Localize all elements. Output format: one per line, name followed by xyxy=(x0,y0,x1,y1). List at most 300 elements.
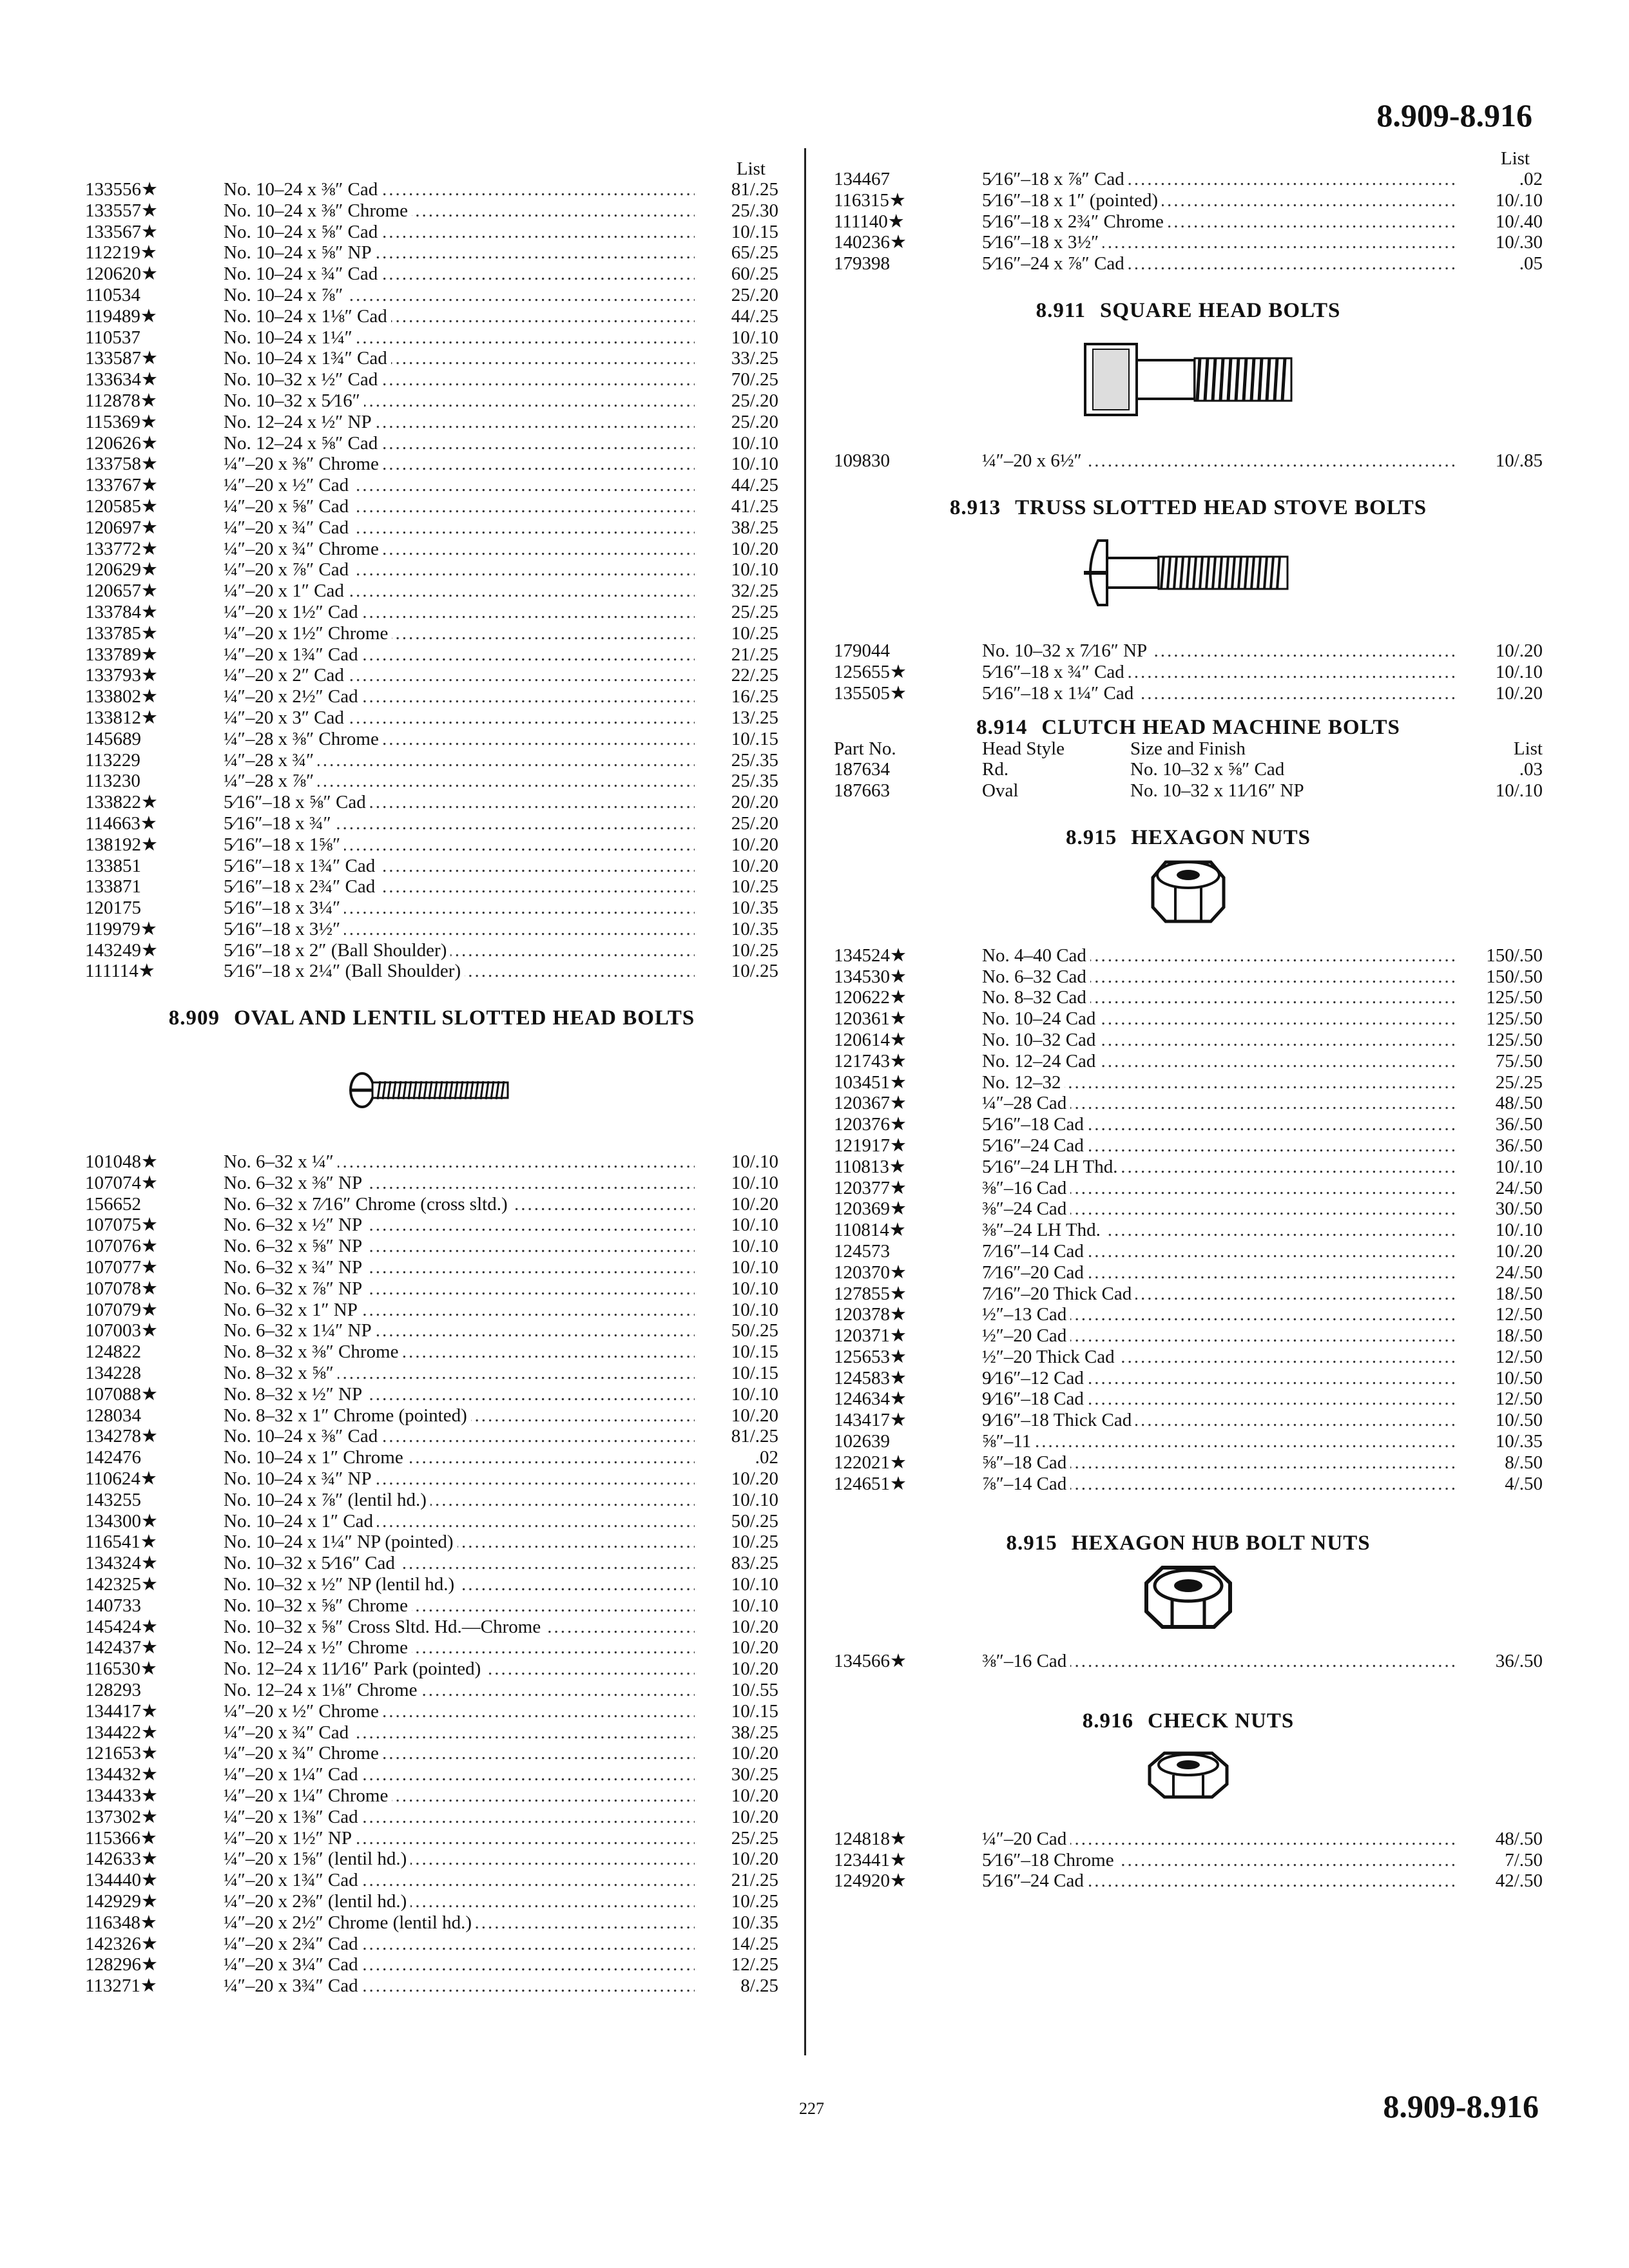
item-description xyxy=(224,1320,695,1341)
part-number: 113271★ xyxy=(85,1975,157,1997)
description-text: ½″–20 Cad xyxy=(982,1325,1070,1346)
item-description xyxy=(224,792,695,813)
description-text: No. 6–32 x 1″ NP xyxy=(224,1300,361,1320)
list-price: 18/.50 xyxy=(1495,1325,1543,1347)
list-item xyxy=(834,1157,1543,1178)
list-price: 10/.20 xyxy=(731,1193,778,1215)
item-description xyxy=(224,1151,695,1173)
description-text: 5⁄16″–18 x 1⅝″ xyxy=(224,834,344,855)
list-price: 10/.10 xyxy=(1495,780,1543,802)
list-item xyxy=(834,1030,1543,1051)
list-price: 42/.50 xyxy=(1495,1870,1543,1892)
part-number: 112878★ xyxy=(85,390,157,411)
section-number: 8.915 xyxy=(1065,825,1117,849)
list-price: 70/.25 xyxy=(731,369,778,390)
list-price: 10/.10 xyxy=(731,1257,778,1278)
list-price: 24/.50 xyxy=(1495,1177,1543,1198)
list-price: 10/.20 xyxy=(731,1743,778,1764)
list-price: 10/.35 xyxy=(731,1912,778,1933)
list-item xyxy=(85,813,778,834)
list-header: List xyxy=(736,159,766,179)
item-description xyxy=(982,253,1459,274)
part-number: 127855★ xyxy=(834,1283,907,1304)
list-price: 50/.25 xyxy=(731,1320,778,1341)
list-item xyxy=(85,961,778,982)
square-bolt-icon xyxy=(1079,331,1298,428)
description-text: 5⁄16″–18 x ¾″ Cad xyxy=(982,662,1128,682)
part-number: 134324★ xyxy=(85,1553,158,1574)
part-number: 128296★ xyxy=(85,1954,158,1975)
list-price: 10/.10 xyxy=(1495,1156,1543,1177)
item-description xyxy=(224,940,695,961)
item-description xyxy=(224,200,695,222)
description-text: No. 8–32 x ½″ NP xyxy=(224,1384,366,1405)
item-description xyxy=(982,450,1459,472)
list-item xyxy=(834,1262,1543,1283)
list-item xyxy=(85,1151,778,1173)
description-text: No. 6–32 x ½″ NP xyxy=(224,1215,366,1235)
list-item xyxy=(85,1574,778,1595)
description-text: No. 10–24 x ¾″ NP xyxy=(224,1468,376,1489)
section-number: 8.909 xyxy=(168,1006,220,1030)
item-description xyxy=(982,987,1459,1008)
list-item xyxy=(834,1283,1543,1305)
item-description xyxy=(224,729,695,750)
page-code-bottom: 8.909-8.916 xyxy=(1383,2088,1539,2124)
item-description xyxy=(224,559,695,581)
description-text: No. 10–32 x 5⁄16″ Cad xyxy=(224,1553,399,1573)
list-item xyxy=(834,1072,1543,1093)
description-text: No. 8–32 x ⅜″ Chrome xyxy=(224,1341,402,1362)
description-text: ¼″–20 x ¾″ Chrome xyxy=(224,539,383,559)
description-text: 7⁄16″–14 Cad xyxy=(982,1241,1088,1262)
list-price: 10/.10 xyxy=(731,1574,778,1595)
truss-head-bolt-illustration xyxy=(834,518,1543,628)
part-number: 179398 xyxy=(834,253,890,274)
list-item xyxy=(85,1278,778,1300)
part-number: 110534 xyxy=(85,284,140,305)
description-text: No. 6–32 x ¾″ NP xyxy=(224,1257,366,1278)
item-description xyxy=(224,348,695,369)
description-text: No. 12–32 xyxy=(982,1072,1065,1093)
list-item xyxy=(834,1051,1543,1072)
list-item xyxy=(85,834,778,856)
item-description xyxy=(224,454,695,475)
list-price: 10/.25 xyxy=(731,1890,778,1912)
item-description xyxy=(224,961,695,982)
list-price: 10/.35 xyxy=(1495,1431,1543,1452)
part-number: 134530★ xyxy=(834,966,907,987)
item-description xyxy=(224,1617,695,1638)
part-number: 120369★ xyxy=(834,1198,907,1220)
item-description xyxy=(224,1574,695,1595)
list-price: 10/.40 xyxy=(1495,211,1543,232)
item-description xyxy=(982,1072,1459,1093)
part-number: 124920★ xyxy=(834,1870,907,1892)
item-description xyxy=(224,1384,695,1405)
list-item xyxy=(85,1722,778,1744)
list-item xyxy=(834,1651,1543,1672)
part-number: 133758★ xyxy=(85,454,158,475)
item-description xyxy=(982,1829,1459,1850)
item-description xyxy=(224,222,695,243)
list-item xyxy=(85,1658,778,1680)
list-price: 36/.50 xyxy=(1495,1114,1543,1135)
description-text: ½″–13 Cad xyxy=(982,1304,1070,1325)
list-item xyxy=(85,1807,778,1828)
description-text: No. 10–32 x ⅝″ Chrome xyxy=(224,1595,412,1616)
list-price: 25/.35 xyxy=(731,771,778,792)
list-price: 10/.10 xyxy=(1495,1220,1543,1241)
list-price: 125/.50 xyxy=(1486,1008,1543,1030)
item-description xyxy=(982,1241,1459,1262)
description-text: 5⁄16″–18 x 3¼″ xyxy=(224,898,344,918)
left-top-list xyxy=(85,179,778,982)
part-number: 120585★ xyxy=(85,495,158,517)
description-text: 5⁄16″–24 x ⅞″ Cad xyxy=(982,253,1128,274)
item-description xyxy=(224,496,695,517)
description-text: ¼″–28 x ¾″ xyxy=(224,750,318,771)
item-description xyxy=(224,412,695,433)
description-text: 5⁄16″–18 x ¾″ xyxy=(224,813,335,834)
description-text: 5⁄16″–18 x ⅞″ Cad xyxy=(982,169,1128,189)
list-price: 44/.25 xyxy=(731,305,778,327)
description-text: ⅝″–11 xyxy=(982,1431,1035,1452)
list-price: 10/.20 xyxy=(731,1405,778,1426)
description-text: No. 10–32 x ½″ Cad xyxy=(224,369,381,390)
item-description xyxy=(224,1849,695,1870)
description-text: No. 10–24 x ¾″ Cad xyxy=(224,264,381,284)
section-heading: HEXAGON HUB BOLT NUTS xyxy=(1071,1532,1371,1555)
item-description xyxy=(224,390,695,412)
item-description xyxy=(224,1553,695,1574)
list-item xyxy=(85,539,778,560)
item-description xyxy=(982,1474,1459,1495)
section-number: 8.911 xyxy=(1036,298,1086,322)
part-number: 134228 xyxy=(85,1363,141,1384)
item-description xyxy=(982,683,1459,704)
col-list: List xyxy=(1513,738,1543,759)
list-item xyxy=(834,1198,1543,1220)
list-price: 10/.20 xyxy=(731,834,778,855)
section-8915b-list xyxy=(834,1651,1543,1672)
description-text: No. 8–32 x ⅝″ xyxy=(224,1363,338,1383)
part-number: 134433★ xyxy=(85,1785,158,1806)
item-description xyxy=(982,1283,1459,1305)
list-item xyxy=(85,264,778,285)
item-description xyxy=(224,1257,695,1278)
part-number: 134524★ xyxy=(834,945,907,966)
item-description xyxy=(224,1468,695,1490)
description-text: No. 10–32 Cad xyxy=(982,1030,1099,1050)
part-number: 121917★ xyxy=(834,1135,907,1156)
description-text: No. 6–32 x 7⁄16″ Chrome (cross sltd.) xyxy=(224,1194,512,1215)
list-item xyxy=(834,1135,1543,1157)
oval-head-bolt-illustration xyxy=(85,1029,778,1151)
description-text: No. 10–32 x ⅝″ Cross Sltd. Hd.—Chrome xyxy=(224,1617,545,1637)
list-item xyxy=(85,581,778,602)
part-number: 120367★ xyxy=(834,1093,907,1114)
list-item xyxy=(834,987,1543,1008)
item-description xyxy=(224,1236,695,1257)
description-text: ¼″–20 x 2⅜″ (lentil hd.) xyxy=(224,1891,410,1912)
description-text: ¼″–20 x 2″ Cad xyxy=(224,665,348,686)
list-item xyxy=(85,496,778,517)
list-price: 10/.25 xyxy=(731,1532,778,1553)
list-price: 10/.10 xyxy=(731,1172,778,1193)
list-price: 10/.10 xyxy=(731,1236,778,1257)
list-price: 10/.20 xyxy=(731,1637,778,1658)
list-item xyxy=(85,1447,778,1468)
part-number: 109830 xyxy=(834,450,890,471)
list-price: 10/.10 xyxy=(1495,189,1543,211)
list-price: 4/.50 xyxy=(1505,1473,1543,1494)
list-price: 30/.25 xyxy=(731,1764,778,1785)
item-description xyxy=(982,1431,1459,1452)
list-item xyxy=(85,1680,778,1701)
col-part-no: Part No. xyxy=(834,738,896,759)
part-number: 128034 xyxy=(85,1405,141,1426)
description-text: 7⁄16″–20 Thick Cad xyxy=(982,1283,1135,1304)
list-price: 36/.50 xyxy=(1495,1135,1543,1156)
description-text: ¼″–28 x ⅞″ xyxy=(224,771,318,791)
list-price: .03 xyxy=(1519,759,1543,780)
list-item xyxy=(85,602,778,623)
list-item xyxy=(85,1468,778,1490)
description-text: 5⁄16″–18 x 2¼″ (Ball Shoulder) xyxy=(224,961,465,981)
item-description xyxy=(224,834,695,856)
part-number: 115366★ xyxy=(85,1827,157,1849)
part-number: 120371★ xyxy=(834,1325,907,1347)
item-description xyxy=(224,285,695,306)
description-text: ¼″–20 x 1¼″ Cad xyxy=(224,1764,362,1785)
description-text: 5⁄16″–24 Cad xyxy=(982,1135,1088,1156)
item-description xyxy=(224,707,695,729)
part-number: 107076★ xyxy=(85,1236,158,1257)
item-description xyxy=(224,1511,695,1532)
list-item xyxy=(85,623,778,644)
part-number: 142633★ xyxy=(85,1849,158,1870)
list-price: 10/.10 xyxy=(731,1215,778,1236)
list-item xyxy=(85,1701,778,1722)
list-price: 12/.25 xyxy=(731,1954,778,1975)
description-text: No. 10–24 Cad xyxy=(982,1008,1099,1029)
description-text: ¼″–20 x ¾″ Cad xyxy=(224,1722,352,1743)
list-item xyxy=(834,169,1543,190)
list-price: .02 xyxy=(1519,169,1543,189)
part-number: 179044 xyxy=(834,640,890,662)
item-description xyxy=(224,1300,695,1321)
item-description xyxy=(224,898,695,919)
part-number: 142326★ xyxy=(85,1933,158,1954)
part-number: 143255 xyxy=(85,1489,141,1510)
column-divider xyxy=(804,148,806,2055)
list-item xyxy=(85,1891,778,1912)
list-price: 32/.25 xyxy=(731,581,778,602)
item-description xyxy=(982,1262,1459,1283)
list-item xyxy=(85,222,778,243)
list-item xyxy=(85,285,778,306)
part-number: 124573 xyxy=(834,1240,890,1262)
list-price: 48/.50 xyxy=(1495,1828,1543,1849)
item-description xyxy=(224,813,695,834)
item-description xyxy=(224,1912,695,1934)
list-price: 10/.50 xyxy=(1495,1367,1543,1389)
part-number: 134432★ xyxy=(85,1764,158,1785)
list-item xyxy=(834,945,1543,966)
description-text: No. 12–24 x ½″ NP xyxy=(224,412,376,432)
list-price: 36/.50 xyxy=(1495,1651,1543,1672)
description-text: ¼″–20 x 1″ Cad xyxy=(224,581,348,601)
description-text: No. 6–32 Cad xyxy=(982,966,1090,987)
list-price: 10/.20 xyxy=(731,1785,778,1806)
item-description xyxy=(982,1114,1459,1135)
section-8911-title xyxy=(834,300,1543,322)
list-item xyxy=(85,1490,778,1511)
hub-bolt-nut-illustration xyxy=(834,1554,1543,1638)
description-text: No. 10–24 x ⅜″ Chrome xyxy=(224,200,412,221)
item-description xyxy=(982,1410,1459,1431)
description-text: No. 10–24 x ⅜″ Cad xyxy=(224,179,381,200)
description-text: 5⁄16″–18 x 2¾″ Chrome xyxy=(982,211,1168,232)
list-item xyxy=(85,771,778,792)
list-price: 10/.85 xyxy=(1495,450,1543,471)
list-price: 25/.20 xyxy=(731,812,778,834)
list-price: 10/.15 xyxy=(731,1363,778,1384)
list-item xyxy=(85,369,778,390)
list-item xyxy=(85,433,778,454)
item-description xyxy=(224,750,695,771)
description-text: No. 10–24 x 1¼″ xyxy=(224,327,356,348)
list-item xyxy=(85,1934,778,1955)
list-price: 22/.25 xyxy=(731,665,778,686)
head-style: Oval xyxy=(982,780,1019,802)
part-number: 102639 xyxy=(834,1431,890,1452)
list-price: 10/.10 xyxy=(731,1595,778,1616)
section-8914-title xyxy=(834,717,1543,738)
section-heading: SQUARE HEAD BOLTS xyxy=(1100,298,1341,322)
oval-bolt-icon xyxy=(348,1064,516,1116)
item-description xyxy=(982,662,1459,683)
description-text: ¼″–20 x 1¾″ Cad xyxy=(224,1870,362,1890)
list-item xyxy=(85,876,778,898)
description-text: ¼″–20 x 1¾″ Cad xyxy=(224,644,362,665)
part-number: 134417★ xyxy=(85,1700,158,1722)
part-number: 124583★ xyxy=(834,1367,907,1389)
list-item xyxy=(85,1426,778,1447)
item-description xyxy=(224,1447,695,1468)
description-text: ½″–20 Thick Cad xyxy=(982,1347,1119,1367)
part-number: 133557★ xyxy=(85,200,158,221)
part-number: 124651★ xyxy=(834,1473,907,1494)
description-text: No. 12–24 x 1⅛″ Chrome xyxy=(224,1680,421,1700)
item-description xyxy=(224,876,695,898)
table-row xyxy=(834,759,1543,780)
part-number: 120370★ xyxy=(834,1262,907,1283)
description-text: 9⁄16″–18 Thick Cad xyxy=(982,1410,1135,1430)
section-8916-list xyxy=(834,1829,1543,1892)
description-text: 5⁄16″–18 x ⅝″ Cad xyxy=(224,792,370,812)
part-number: 142437★ xyxy=(85,1637,158,1658)
list-price: 33/.25 xyxy=(731,348,778,369)
list-item xyxy=(85,475,778,496)
item-description xyxy=(224,1490,695,1511)
size-finish: No. 10–32 x ⅝″ Cad xyxy=(1130,759,1285,780)
description-text: No. 8–32 Cad xyxy=(982,987,1090,1008)
description-text: No. 6–32 x ⅝″ NP xyxy=(224,1236,366,1256)
section-8916-title xyxy=(834,1711,1543,1732)
list-price: 10/.10 xyxy=(731,327,778,348)
item-description xyxy=(224,1532,695,1553)
part-number: 116315★ xyxy=(834,189,906,211)
description-text: No. 6–32 x ⅜″ NP xyxy=(224,1173,366,1193)
list-item xyxy=(85,898,778,919)
description-text: No. 10–24 x 1″ Chrome xyxy=(224,1447,407,1468)
hub-nut-icon xyxy=(1133,1557,1243,1635)
description-text: 9⁄16″–18 Cad xyxy=(982,1389,1088,1409)
description-text: No. 10–24 x ⅝″ NP xyxy=(224,242,376,263)
section-heading: TRUSS SLOTTED HEAD STOVE BOLTS xyxy=(1015,495,1427,519)
description-text: 7⁄16″–20 Cad xyxy=(982,1262,1088,1283)
part-number: 115369★ xyxy=(85,411,157,432)
check-nut-icon xyxy=(1140,1742,1237,1806)
list-price: 10/.15 xyxy=(731,1700,778,1722)
item-description xyxy=(224,475,695,496)
item-description xyxy=(982,945,1459,966)
list-header: List xyxy=(1500,148,1530,169)
part-number: 156652 xyxy=(85,1193,141,1215)
list-price: 83/.25 xyxy=(731,1553,778,1574)
description-text: ¼″–20 x 1½″ NP xyxy=(224,1828,356,1849)
list-item xyxy=(85,306,778,327)
description-text: 5⁄16″–18 x 2″ (Ball Shoulder) xyxy=(224,940,450,961)
list-price: 24/.50 xyxy=(1495,1262,1543,1283)
part-number: 116348★ xyxy=(85,1912,157,1933)
list-item xyxy=(85,1405,778,1427)
list-item xyxy=(834,1008,1543,1030)
table-row xyxy=(834,780,1543,802)
item-description xyxy=(982,1178,1459,1199)
list-price: 10/.10 xyxy=(731,1151,778,1173)
item-description xyxy=(982,1870,1459,1892)
list-item xyxy=(834,1241,1543,1262)
list-price: 18/.50 xyxy=(1495,1283,1543,1304)
list-item xyxy=(85,856,778,877)
description-text: No. 10–32 x 5⁄16″ xyxy=(224,390,364,411)
description-text: ¼″–20 x ¾″ Chrome xyxy=(224,1743,383,1763)
list-item xyxy=(85,179,778,200)
list-item xyxy=(85,1975,778,1997)
list-item xyxy=(834,253,1543,274)
list-item xyxy=(85,665,778,686)
list-price: 60/.25 xyxy=(731,264,778,285)
part-number: 110624★ xyxy=(85,1468,157,1490)
description-text: No. 10–24 x 1″ Cad xyxy=(224,1511,377,1532)
list-item xyxy=(85,1954,778,1975)
list-price: 10/.50 xyxy=(1495,1410,1543,1431)
part-number: 133793★ xyxy=(85,665,158,686)
part-number: 107078★ xyxy=(85,1278,158,1299)
part-number: 120697★ xyxy=(85,517,158,538)
description-text: 5⁄16″–18 x 1¾″ Cad xyxy=(224,856,379,876)
list-item xyxy=(85,1532,778,1553)
part-number: 140733 xyxy=(85,1595,141,1616)
list-item xyxy=(85,644,778,666)
section-8913-title xyxy=(834,497,1543,519)
description-text: ⅜″–24 Cad xyxy=(982,1198,1070,1219)
description-text: No. 10–24 x 1¼″ NP (pointed) xyxy=(224,1532,458,1552)
part-number: 120377★ xyxy=(834,1177,907,1198)
